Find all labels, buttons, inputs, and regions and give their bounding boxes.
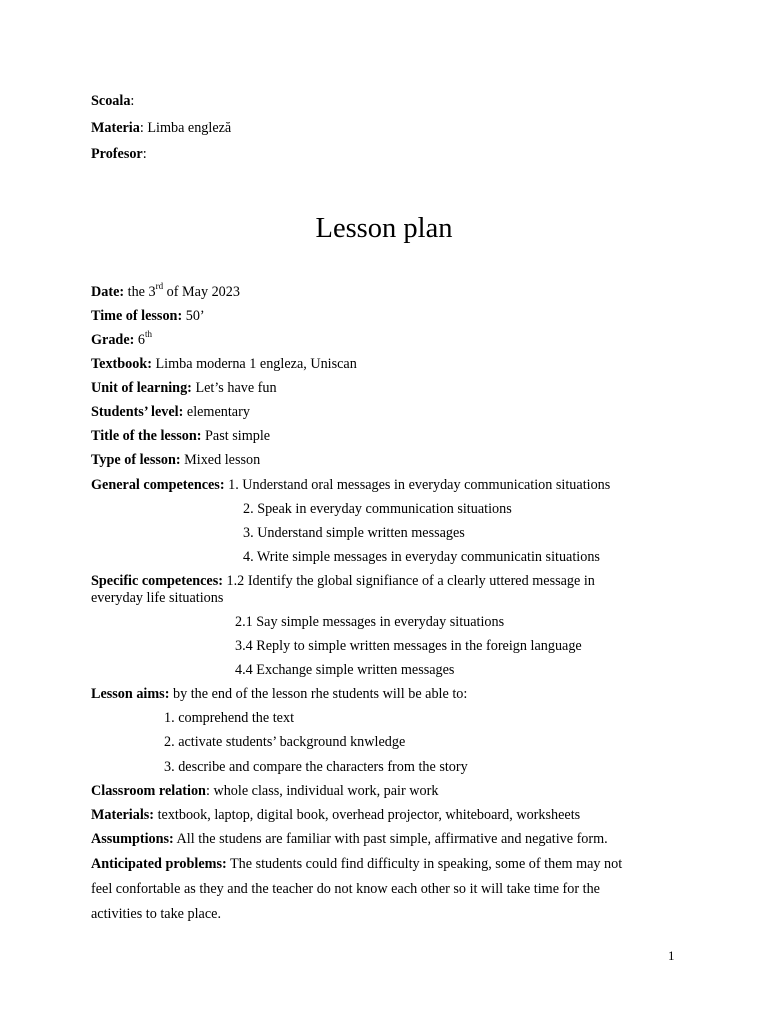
date-label: Date: bbox=[91, 284, 125, 300]
specific-competence-item: 3.4 Reply to simple written messages in the foreign language bbox=[235, 638, 582, 654]
unit-label: Unit of learning: bbox=[91, 380, 192, 396]
general-competence-item: 3. Understand simple written messages bbox=[243, 525, 465, 541]
type-label: Type of lesson: bbox=[91, 452, 181, 468]
lesson-title-value: Past simple bbox=[201, 428, 271, 444]
classroom-label: Classroom relation bbox=[91, 783, 206, 799]
date-pre: the 3 bbox=[124, 284, 156, 300]
lesson-aim-item: 1. comprehend the text bbox=[164, 710, 295, 726]
unit-value: Let’s have fun bbox=[191, 380, 277, 396]
type-value: Mixed lesson bbox=[180, 452, 261, 468]
unit-line bbox=[91, 380, 277, 397]
lesson-title-line bbox=[91, 428, 270, 445]
grade-label: Grade: bbox=[91, 332, 135, 348]
lesson-aims-line bbox=[91, 686, 467, 703]
assumptions-label: Assumptions: bbox=[91, 831, 174, 847]
assumptions-value: All the studens are familiar with past simple, affirmative and negative form. bbox=[173, 831, 608, 847]
subject-label: Materia bbox=[91, 120, 140, 136]
general-competence-item: 2. Speak in everyday communication situations bbox=[243, 501, 512, 517]
lesson-aim-item: 2. activate students’ background knwledge bbox=[164, 734, 406, 750]
general-competence-item: 1. Understand oral messages in everyday communication situations bbox=[224, 477, 611, 493]
textbook-label: Textbook: bbox=[91, 356, 152, 372]
school-value: : bbox=[130, 93, 135, 109]
grade-line bbox=[91, 329, 152, 349]
problems-line-3: activities to take place. bbox=[91, 906, 221, 922]
problems-line bbox=[91, 856, 622, 873]
lesson-aims-label: Lesson aims: bbox=[91, 686, 170, 702]
materials-line bbox=[91, 807, 580, 824]
textbook-line bbox=[91, 356, 357, 373]
time-line bbox=[91, 308, 205, 325]
date-line bbox=[91, 281, 240, 301]
page-number: 1 bbox=[668, 948, 675, 963]
lesson-title-label: Title of the lesson: bbox=[91, 428, 202, 444]
general-competences-line bbox=[91, 477, 610, 494]
materials-value: textbook, laptop, digital book, overhead projector, whiteboard, worksheets bbox=[154, 807, 581, 823]
problems-line-1: The students could find difficulty in speaking, some of them may not bbox=[226, 856, 623, 872]
general-competence-item: 4. Write simple messages in everyday communicatin situations bbox=[243, 549, 600, 565]
specific-competences-label: Specific competences: bbox=[91, 573, 223, 589]
type-line bbox=[91, 452, 260, 469]
time-value: 50’ bbox=[182, 308, 205, 324]
classroom-value: : whole class, individual work, pair work bbox=[205, 783, 439, 799]
specific-competence-item: 1.2 Identify the global signifiance of a clearly uttered message in bbox=[222, 573, 595, 589]
materials-label: Materials: bbox=[91, 807, 155, 823]
specific-competence-continuation: everyday life situations bbox=[91, 590, 224, 606]
level-label: Students’ level: bbox=[91, 404, 184, 420]
date-sup: rd bbox=[155, 281, 164, 292]
classroom-line bbox=[91, 783, 438, 800]
assumptions-line bbox=[91, 831, 608, 848]
lesson-aim-item: 3. describe and compare the characters from the story bbox=[164, 759, 468, 775]
grade-value: 6 bbox=[134, 332, 145, 348]
teacher-value: : bbox=[142, 146, 147, 162]
subject-line bbox=[91, 120, 231, 137]
subject-value: : Limba engleză bbox=[139, 120, 232, 136]
time-label: Time of lesson: bbox=[91, 308, 183, 324]
date-post: of May 2023 bbox=[163, 284, 240, 300]
school-line bbox=[91, 93, 134, 110]
specific-competences-line bbox=[91, 573, 595, 590]
lesson-aims-intro: by the end of the lesson rhe students will be able to: bbox=[169, 686, 468, 702]
specific-competence-item: 4.4 Exchange simple written messages bbox=[235, 662, 455, 678]
level-line bbox=[91, 404, 250, 421]
grade-sup: th bbox=[144, 329, 152, 340]
teacher-label: Profesor bbox=[91, 146, 143, 162]
page-title: Lesson plan bbox=[315, 213, 453, 244]
teacher-line bbox=[91, 146, 147, 163]
specific-competence-item: 2.1 Say simple messages in everyday situations bbox=[235, 614, 505, 630]
level-value: elementary bbox=[183, 404, 250, 420]
textbook-value: Limba moderna 1 engleza, Uniscan bbox=[151, 356, 357, 372]
problems-label: Anticipated problems: bbox=[91, 856, 227, 872]
problems-line-2: feel confortable as they and the teacher do not know each other so it will take time for the bbox=[91, 881, 600, 897]
general-competences-label: General competences: bbox=[91, 477, 225, 493]
school-label: Scoala bbox=[91, 93, 131, 109]
